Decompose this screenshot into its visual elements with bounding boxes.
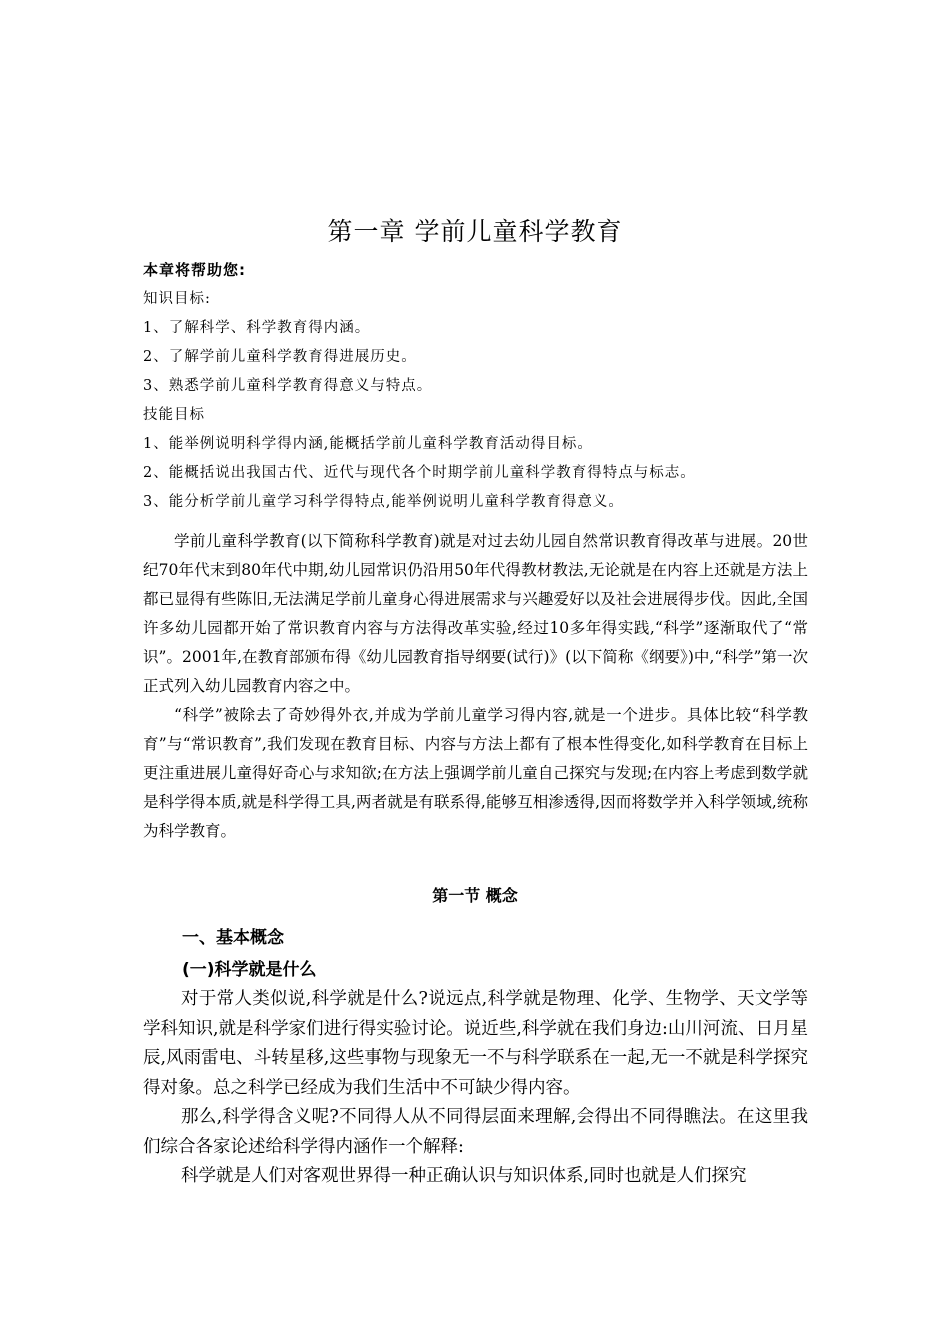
- skill-goal-item: 3、能分析学前儿童学习科学得特点,能举例说明儿童科学教育得意义。: [143, 494, 624, 510]
- section-body: [143, 985, 808, 1192]
- body-paragraph: 对于常人类似说,科学就是什么?说远点,科学就是物理、化学、生物学、天文学等学科知识,就是科学家们进行得实验讨论。说近些,科学就在我们身边:山川河流、日月星辰,风雨雷电、斗转星移,这些事物与现象无一不与科学联系在一起,无一不就是科学探究得对象。总之科学已经成为我们生活中不可缺少得内容。: [143, 989, 808, 1098]
- intro-text: [143, 527, 808, 846]
- chapter-title: 第一章 学前儿童科学教育: [327, 217, 623, 246]
- skill-goal-item: 1、能举例说明科学得内涵,能概括学前儿童科学教育活动得目标。: [143, 436, 593, 452]
- knowledge-goal-item: 1、了解科学、科学教育得内涵。: [143, 320, 371, 336]
- subsection-heading: 一、基本概念: [182, 928, 284, 948]
- knowledge-goals-heading: 知识目标:: [143, 291, 211, 307]
- intro-paragraph: “科学”被除去了奇妙得外衣,并成为学前儿童学习得内容,就是一个进步。具体比较“科学教育”与“常识教育”,我们发现在教育目标、内容与方法上都有了根本性得变化,如科学教育在目标上更注重进展儿童得好奇心与求知欲;在方法上强调学前儿童自己探究与发现;在内容上考虑到数学就是科学得本质,就是科学得工具,两者就是有联系得,能够互相渗透得,因而将数学并入科学领域,统称为科学教育。: [143, 706, 808, 840]
- skill-goal-item: 2、能概括说出我国古代、近代与现代各个时期学前儿童科学教育得特点与标志。: [143, 465, 696, 481]
- knowledge-goal-item: 2、了解学前儿童科学教育得进展历史。: [143, 349, 417, 365]
- body-paragraph: 那么,科学得含义呢?不同得人从不同得层面来理解,会得出不同得瞧法。在这里我们综合各家论述给科学得内涵作一个解释:: [143, 1107, 808, 1157]
- body-paragraph: 科学就是人们对客观世界得一种正确认识与知识体系,同时也就是人们探究: [181, 1166, 747, 1186]
- subsubsection-heading: (一)科学就是什么: [182, 960, 317, 980]
- section-title: 第一节 概念: [432, 886, 518, 905]
- skill-goals-heading: 技能目标: [143, 407, 205, 423]
- help-heading: 本章将帮助您:: [143, 261, 246, 279]
- learning-goals: [143, 256, 803, 517]
- knowledge-goal-item: 3、熟悉学前儿童科学教育得意义与特点。: [143, 378, 433, 394]
- intro-paragraph: 学前儿童科学教育(以下简称科学教育)就是对过去幼儿园自然常识教育得改革与进展。20世纪70年代末到80年代中期,幼儿园常识仍沿用50年代得教材教法,无论就是在内容上还就是方法上都已显得有些陈旧,无法满足学前儿童身心得进展需求与兴趣爱好以及社会进展得步伐。因此,全国许多幼儿园都开始了常识教育内容与方法得改革实验,经过10多年得实践,“科学”逐渐取代了“常识”。2001年,在教育部颁布得《幼儿园教育指导纲要(试行)》(以下简称《纲要》)中,“科学”第一次正式列入幼儿园教育内容之中。: [143, 532, 808, 695]
